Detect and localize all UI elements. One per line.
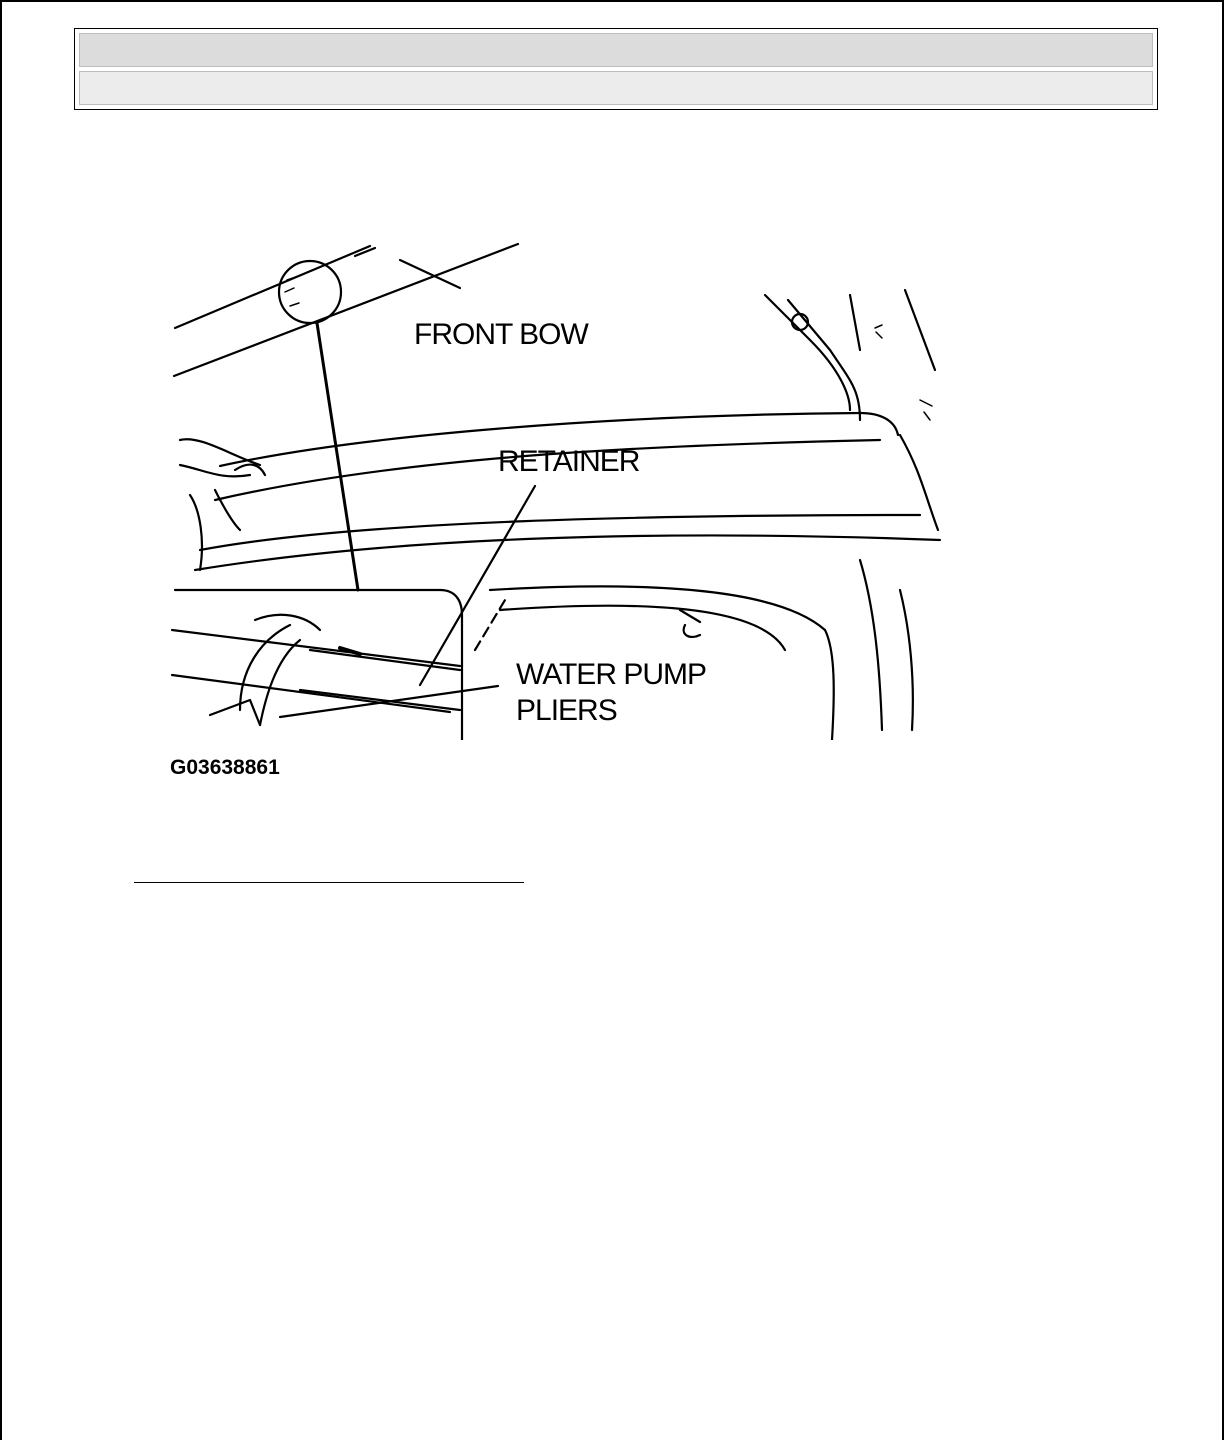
callout-pliers-line1: WATER PUMP (516, 658, 706, 691)
header-title-row (79, 33, 1153, 67)
callout-front-bow: FRONT BOW (414, 318, 588, 351)
callout-retainer: RETAINER (498, 445, 640, 478)
section-divider (134, 882, 524, 883)
figure-id-label: G03638861 (170, 756, 280, 779)
page-header (74, 28, 1158, 110)
page-border-top (0, 0, 1224, 2)
header-subtitle-row (79, 71, 1153, 105)
page-border-left (0, 0, 2, 1440)
callout-pliers-line2: PLIERS (516, 694, 617, 727)
technical-illustration (160, 230, 950, 740)
